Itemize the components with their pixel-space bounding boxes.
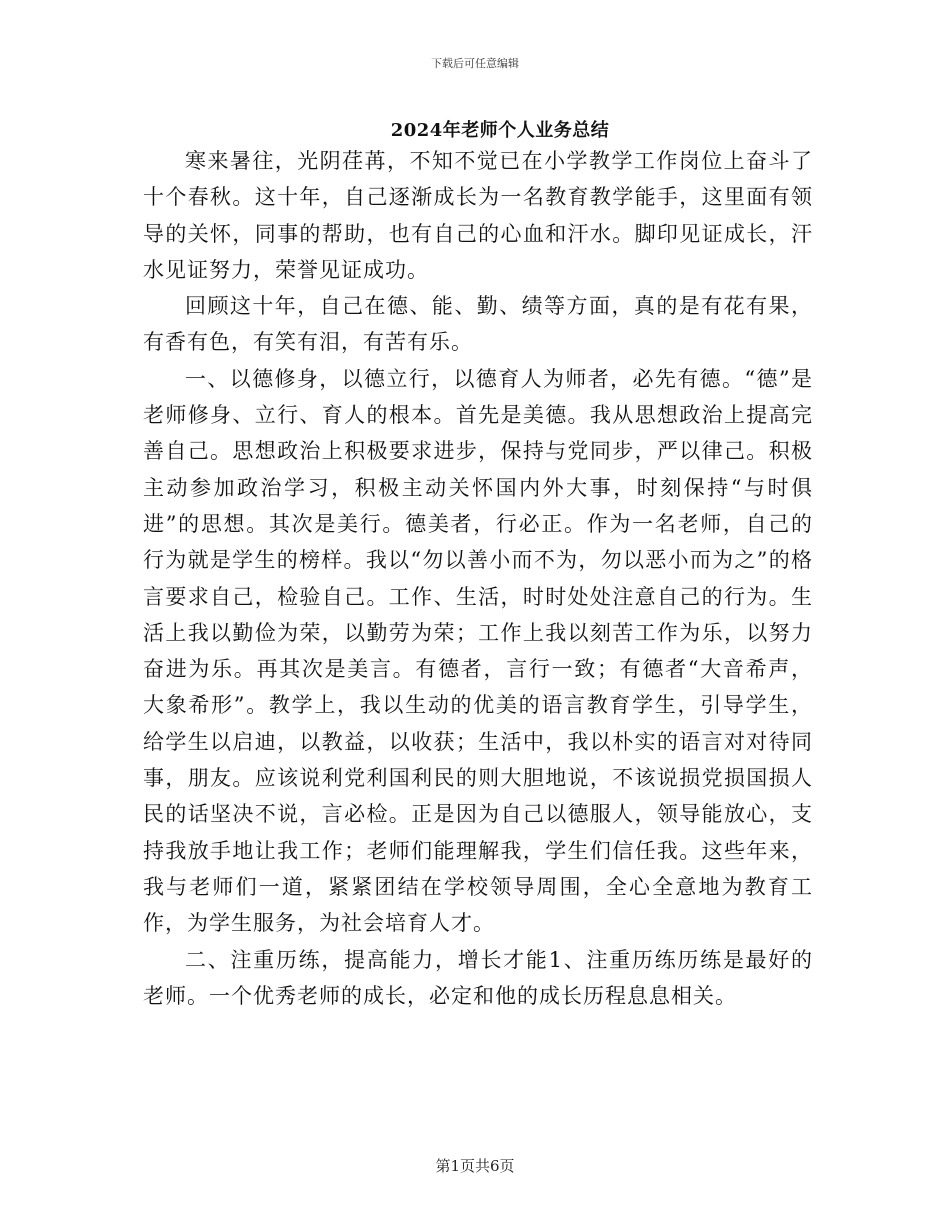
document-body	[143, 143, 813, 1014]
page-number: 第1页共6页	[435, 1157, 515, 1175]
paragraph-section-1: 一、以德修身，以德立行，以德育人为师者，必先有德。“德”是老师修身、立行、育人的根本。首先是美德。我从思想政治上提高完善自己。思想政治上积极要求进步，保持与党同步，严以律己。积极主动参加政治学习，积极主动关怀国内外大事，时刻保持“与时俱进”的思想。其次是美行。德美者，行必正。作为一名老师，自己的行为就是学生的榜样。我以“勿以善小而不为，勿以恶小而为之”的格言要求自己，检验自己。工作、生活，时时处处注意自己的行为。生活上我以勤俭为荣，以勤劳为荣；工作上我以刻苦工作为乐，以努力奋进为乐。再其次是美言。有德者，言行一致；有德者“大音希声，大象希形”。教学上，我以生动的优美的语言教育学生，引导学生，给学生以启迪，以教益，以收获；生活中，我以朴实的语言对对待同事，朋友。应该说利党利国利民的则大胆地说，不该说损党损国损人民的话坚决不说，言必检。正是因为自己以德服人，领导能放心，支持我放手地让我工作；老师们能理解我，学生们信任我。这些年来，我与老师们一道，紧紧团结在学校领导周围，全心全意地为教育工作，为学生服务，为社会培育人才。	[143, 366, 813, 936]
paragraph-intro: 寒来暑往，光阴荏苒，不知不觉已在小学教学工作岗位上奋斗了十个春秋。这十年，自己逐渐成长为一名教育教学能手，这里面有领导的关怀，同事的帮助，也有自己的心血和汗水。脚印见证成长，汗水见证努力，荣誉见证成功。	[143, 149, 813, 282]
document-title: 2024年老师个人业务总结	[390, 120, 610, 141]
paragraph-review: 回顾这十年，自己在德、能、勤、绩等方面，真的是有花有果，有香有色，有笑有泪，有苦有乐。	[143, 294, 813, 355]
header-note: 下载后可任意编辑	[431, 57, 519, 70]
paragraph-section-2: 二、注重历练，提高能力，增长才能1、注重历练历练是最好的老师。一个优秀老师的成长，必定和他的成长历程息息相关。	[143, 947, 813, 1008]
